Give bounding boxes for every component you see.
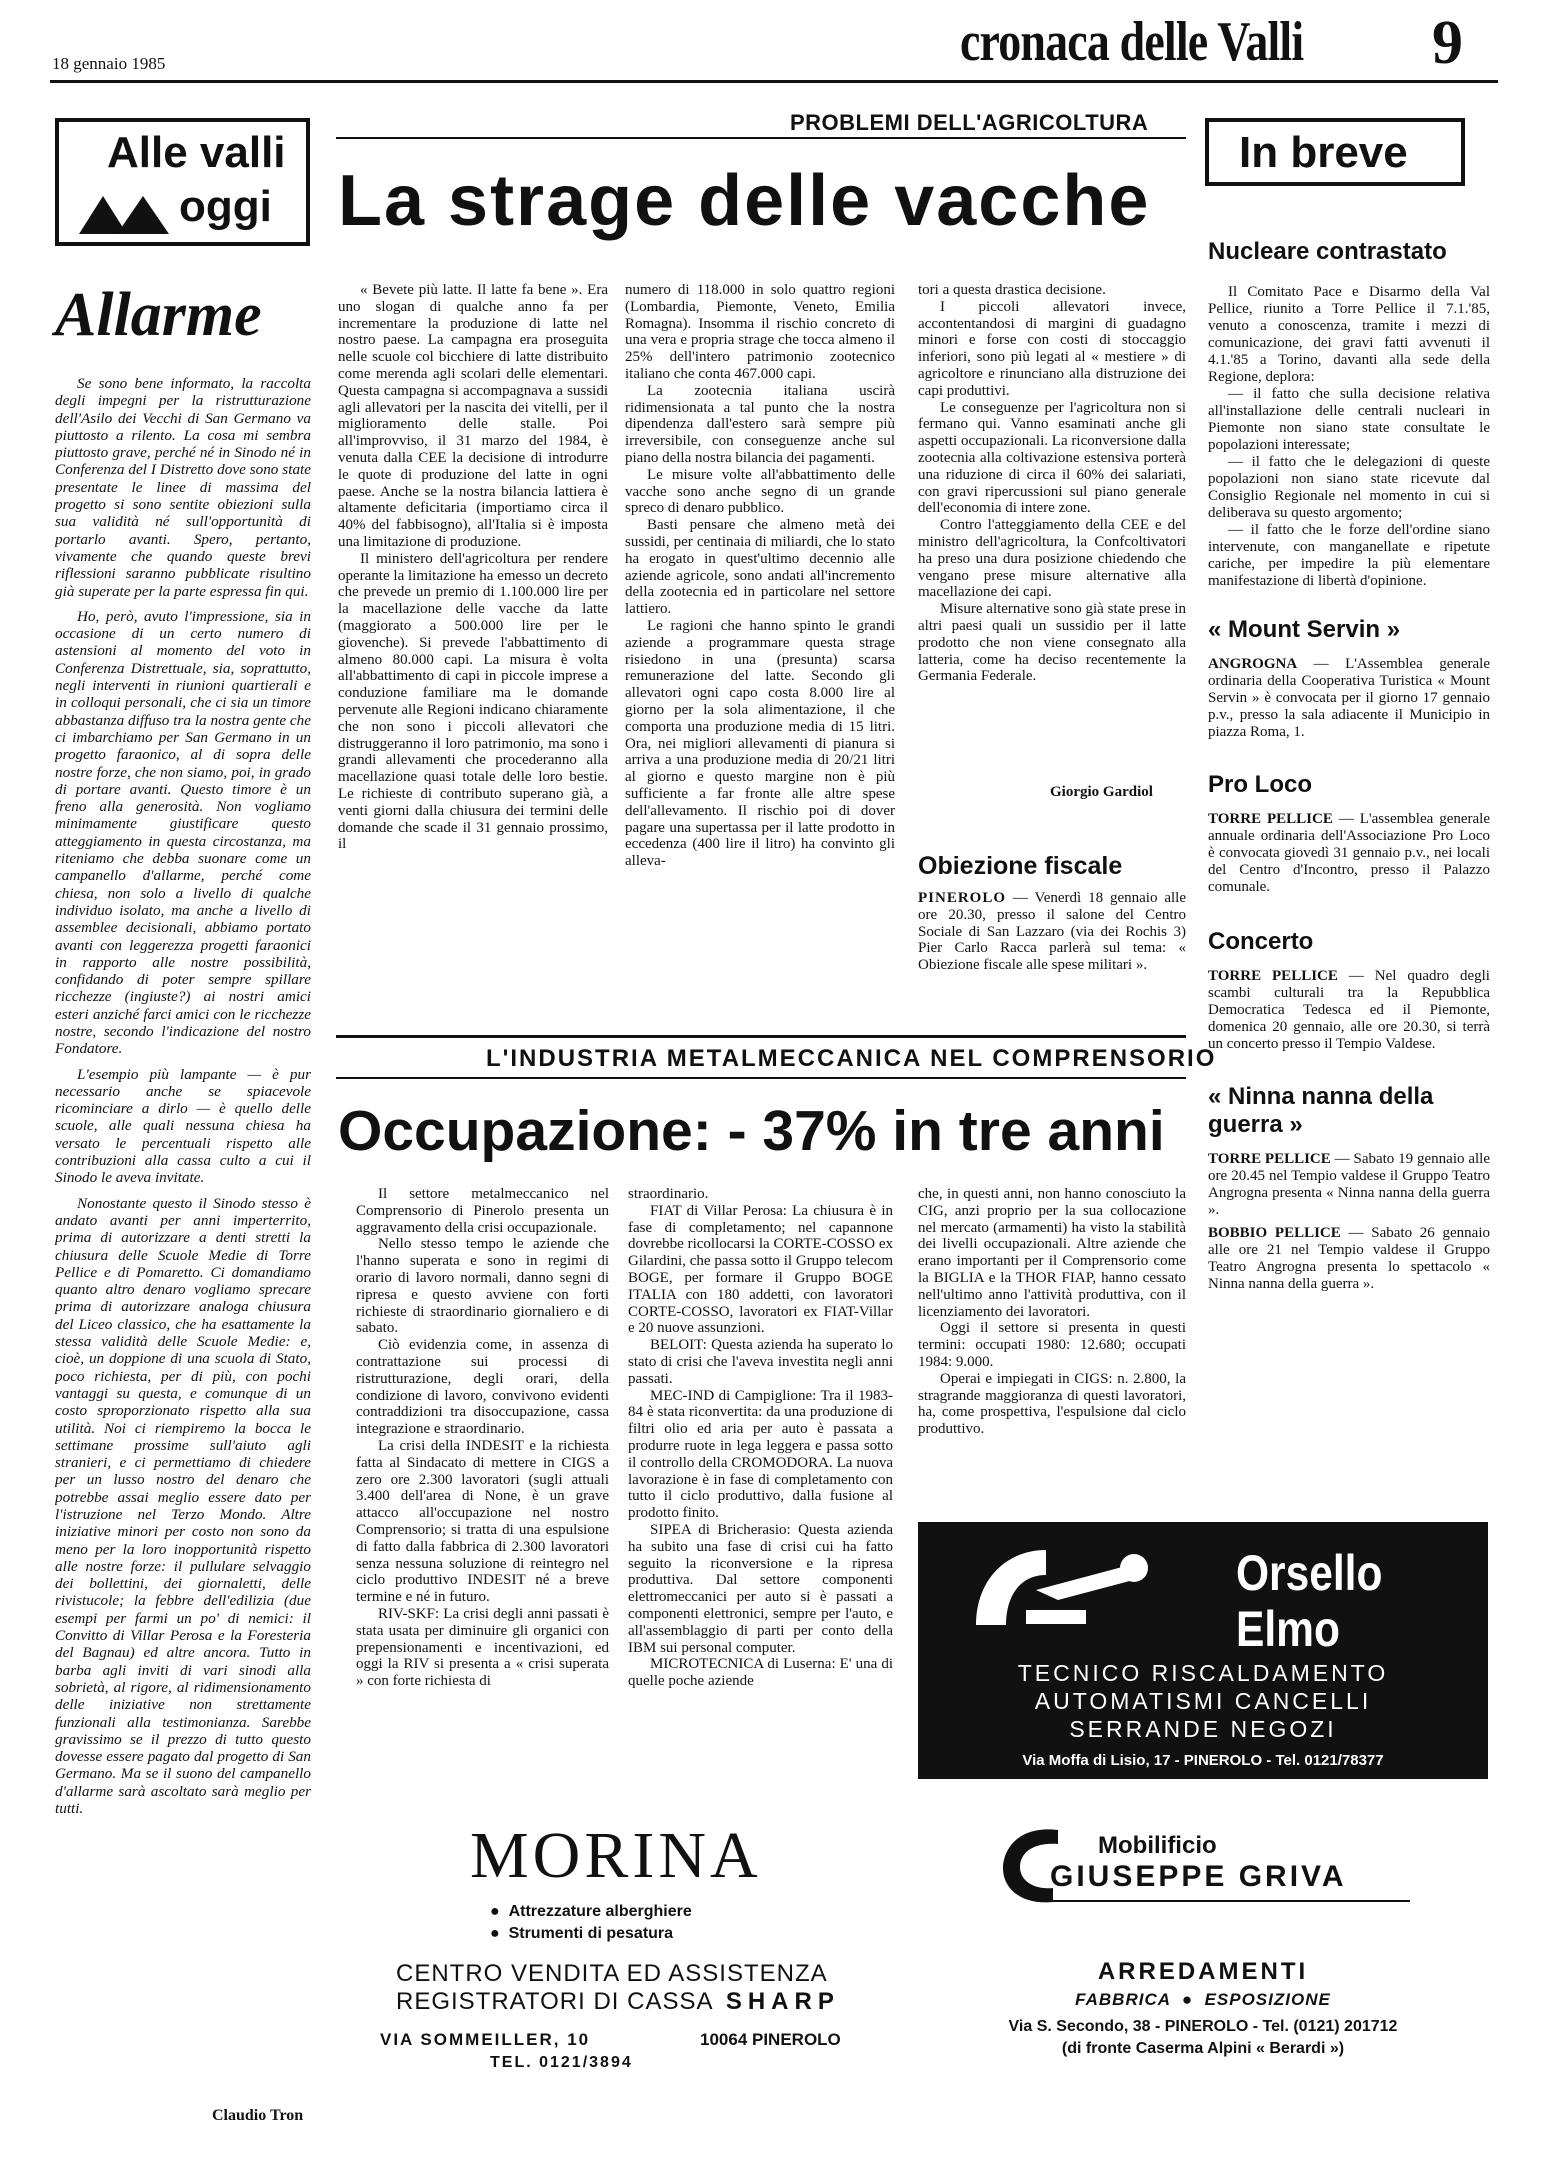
obiezione-title: Obiezione fiscale [918, 852, 1123, 880]
morina-brand: SHARP [725, 1988, 840, 2015]
brief-text: — L'assemblea generale annuale ordinaria dell'Associazione Pro Loco è convocata giovedì 31 gennaio p.v., nei locali del Centro d'Incontro, presso il Palazzo comunale. [1208, 811, 1490, 895]
obiezione-place: PINEROLO [918, 890, 1007, 906]
article2-paragraph: Il settore metalmeccanico nel Comprensorio di Pinerolo presenta un aggravamento della crisi occupazionale. [356, 1186, 609, 1236]
brief-body [1208, 656, 1490, 741]
article1-paragraph: Contro l'atteggiamento della CEE e del ministro dell'agricoltura, la Confcoltivatori ha preso una dura posizione chiedendo che vengano prese misure alternative alla macellazione dei capi. [918, 517, 1186, 601]
griva-rule [1050, 1900, 1410, 1902]
griva-line1: ARREDAMENTI [1097, 1958, 1309, 1985]
article1-rule [336, 137, 1186, 139]
brief-body [1208, 284, 1490, 590]
column-logo-box [55, 118, 310, 246]
article1-author: Giorgio Gardiol [1050, 784, 1153, 800]
article1-col3 [918, 282, 1186, 802]
article1-paragraph: numero di 118.000 in solo quattro regioni (Lombardia, Piemonte, Veneto, Emilia Romagna). Insomma il rischio concreto di una vera e propria strage che tocca almeno il 25% dell'intero patrimonio zootecnico italiano che conta 467.000 capi. [625, 282, 895, 382]
griva-fabbrica-row [918, 1990, 1488, 2010]
brief-place: TORRE PELLICE [1208, 811, 1333, 827]
in-breve-title: In breve [1239, 128, 1408, 177]
ad-orsello [918, 1522, 1488, 1779]
bullet-icon: ● [490, 1925, 509, 1942]
morina-bullet2-row [490, 1925, 673, 1943]
article2-paragraph: Oggi il settore si presenta in questi termini: occupati 1980: 12.680; occupati 1984: 9.000. [918, 1320, 1186, 1370]
article2-paragraph: Nello stesso tempo le aziende che l'hanno superata e sono in regimi di orario di lavoro normali, danno segni di ripresa e questo avviene con forti richieste di straordinario giornaliero e di sabato. [356, 1236, 609, 1337]
article1-paragraph: « Bevete più latte. Il latte fa bene ». Era uno slogan di qualche anno fa per incrementare la produzione di latte nel nostro paese. La campagna era proseguita nelle scuole col bicchiere di latte distribuito come merenda agli scolari delle elementari. Questa campagna si accompagnava a sussidi agli allevatori per la nascita dei vitelli, per il miglioramento delle stalle. Poi all'improvviso, il 31 marzo del 1984, è venuta dalla CEE la decisione di introdurre le quote di produzione del latte in ogni paese. Anche se la nostra bilancia lattiera è altamente deficitaria (importiamo circa il 40% del fabbisogno), all'Italia si è imposta una limitazione di produzione. [338, 282, 608, 550]
article1-paragraph: tori a questa drastica decisione. [918, 282, 1106, 298]
article-divider [336, 1035, 1186, 1038]
brief-text: — Nel quadro degli scambi culturali tra la Repubblica Democratica Tedesca ed il Piemonte, domenica 20 gennaio, alle ore 20.30, si terrà un concerto presso il Tempio Valdese. [1208, 968, 1490, 1052]
article2-paragraph: MICROTECNICA di Luserna: E' una di quelle poche aziende [628, 1656, 893, 1690]
obiezione-body [918, 890, 1186, 1010]
ad-morina [340, 1808, 890, 2093]
morina-city: 10064 PINEROLO [700, 2030, 841, 2049]
editorial-paragraph: Ho, però, avuto l'impressione, sia in occasione di un certo numero di astensioni al momento del voto in Conferenza Distrettuale, sia, soprattutto, negli interventi in riunioni quartierali e in colloqui personali, che ci sia un timore abbastanza diffuso tra la nostra gente che ci imbarchiamo per San Germano in un progetto faraonico, al di sopra delle nostre forze, che non siamo, poi, in grado di portare avanti. Questo timore è un freno alla generosità. Non vogliamo minimamente giustificare questo atteggiamento in questa circostanza, ma riteniamo che debba suonare come un campanello d'allarme, perché come chiesa, non solo a livello di qualche individuo isolato, ma anche a livello di assemblee decisionali, abbiamo portato avanti con leggerezza progetti faraonici in rapporto alle nostre possibilità, confidando di poter sempre spillare ricchezze (ingiuste?) ai nostri amici esteri anziché farci amici con le ricchezze nostre, secondo l'indicazione del nostro Fondatore. [55, 607, 311, 1058]
orsello-line2: AUTOMATISMI CANCELLI [1034, 1688, 1372, 1714]
morina-line2-row [396, 1988, 840, 2016]
article2-paragraph: RIV-SKF: La crisi degli anni passati è stata usata per diminuire gli organici con prepensionamenti e incentivazioni, ed oggi la RIV si presenta a « crisi superata » con forte richiesta di [356, 1605, 609, 1690]
editorial-paragraph: Se sono bene informato, la raccolta degli impegni per la ristrutturazione dell'Asilo dei Vecchi di San Germano va piuttosto a rilento. La cosa mi sembra piuttosto grave, perché né in Sinodo né in Conferenza del I Distretto dove sono state presentate le linee di massima del progetto si sono sentite obiezioni sulla sua validità né sull'opportunità di portarlo avanti. Spero, pertanto, vivamente che quando queste brevi riflessioni saranno pubblicate risultino già superate per la parte espressa fin qui. [55, 375, 311, 600]
griva-esposizione: ESPOSIZIONE [1204, 1990, 1331, 2009]
brief-title: « Mount Servin » [1208, 616, 1401, 643]
masthead-date: 18 gennaio 1985 [52, 54, 166, 73]
section-title: cronaca delle Valli [960, 11, 1304, 73]
article1-paragraph: I piccoli allevatori invece, accontentandosi di margini di guadagno minori e forse con costi di stoccaggio inferiori, sono più legati al « mestiere » di agricoltore e rinunciano alla distruzione dei capi produttivi. [918, 298, 1186, 399]
orsello-name2: Elmo [1236, 1601, 1340, 1657]
griva-pre: Mobilificio [1098, 1832, 1217, 1859]
morina-bullet1: Attrezzature alberghiere [508, 1903, 692, 1920]
orsello-address: Via Moffa di Lisio, 17 - PINEROLO - Tel. 0121/78377 [1022, 1752, 1384, 1769]
article2-col1 [356, 1186, 609, 1786]
editorial-paragraph: L'esempio più lampante — è pur necessario anche se spiacevole ricominciare a dirlo — è quello delle scuole, alle quali nessuna chiesa ha versato le percentuali rispetto alle contribuzioni alla cassa culto a cui il Sinodo le aveva invitate. [55, 1065, 311, 1187]
brief-paragraph: Il Comitato Pace e Disarmo della Val Pellice, riunito a Torre Pellice il 7.1.'85, venuto a conoscenza, tramite i mezzi di comunicazione, dei gravi fatti avvenuti il 4.1.'85 a Torino, davanti alla sede della Regione, deplora: [1208, 284, 1490, 385]
griva-address: Via S. Secondo, 38 - PINEROLO - Tel. (0121) 201712 [1008, 2018, 1398, 2035]
morina-name: MORINA [470, 1819, 762, 1892]
masthead-rule [50, 80, 1498, 83]
page-number: 9 [1432, 9, 1463, 77]
orsello-logo-icon [966, 1540, 1156, 1640]
editorial-title: Allarme [55, 281, 262, 349]
article1-paragraph: Basti pensare che almeno metà dei sussidi, per centinaia di miliardi, che lo stato ha erogato in quest'ultimo decennio alle aziende agricole, sono andati all'incremento della zootecnia ed in particolare nel settore lattiero. [625, 517, 895, 618]
brief-body [1208, 968, 1490, 1053]
article2-paragraph: Ciò evidenzia come, in assenza di contrattazione sui processi di ristrutturazione, degli orari, della condizione di lavoro, convivono evidenti contraddizioni tra disoccupazione, cassa integrazione e straordinario. [356, 1337, 609, 1438]
brief-paragraph: — il fatto che le forze dell'ordine siano intervenute, con manganellate e ripetute cariche, per impedire la più elementare manifestazione di libertà d'opinione. [1208, 522, 1490, 589]
orsello-name1: Orsello [1236, 1545, 1383, 1601]
griva-name: GIUSEPPE GRIVA [1050, 1860, 1347, 1893]
brief-title: Nucleare contrastato [1208, 238, 1447, 265]
orsello-line1: TECNICO RISCALDAMENTO [1017, 1660, 1389, 1686]
morina-bullet2: Strumenti di pesatura [508, 1925, 674, 1942]
brief-title: « Ninna nanna della guerra » [1208, 1083, 1434, 1138]
editorial-body [55, 375, 311, 2095]
article2-col3 [918, 1186, 1186, 1516]
bullet-icon: ● [490, 1903, 509, 1920]
article2-kicker: L'INDUSTRIA METALMECCANICA NEL COMPRENSORIO [486, 1045, 1217, 1072]
brief-text: — Sabato 19 gennaio alle ore 20.45 nel Tempio valdese il Gruppo Teatro Angrogna presenta « Ninna nanna della guerra ». [1208, 1151, 1490, 1218]
article2-paragraph: SIPEA di Bricherasio: Questa azienda ha subito una fase di crisi cui ha fatto seguito la riconversione e la ripresa produttiva. Dal settore componenti elettromeccanici per auto si è passati a componenti elettronici, sempre per l'auto, e all'assemblaggio di parti per conto della IBM sui personal computer. [628, 1521, 893, 1656]
brief-text: — Sabato 26 gennaio alle ore 21 nel Tempio valdese il Gruppo Teatro Angrogna presenta lo spettacolo « Ninna nanna della guerra ». [1208, 1225, 1490, 1292]
brief-body [1208, 1151, 1490, 1293]
article1-paragraph: Le conseguenze per l'agricoltura non si fermano qui. Vanno esaminati anche gli aspetti occupazionali. La riconversione dalla zootecnia alla coltivazione estensiva porterà una riduzione di circa il 60% dei salariati, con gravi ripercussioni sul piano generale dell'economia di intere zone. [918, 399, 1186, 517]
morina-line2: REGISTRATORI DI CASSA [396, 1988, 713, 2015]
morina-street: VIA SOMMEILLER, 10 [380, 2030, 591, 2049]
brief-paragraph: — il fatto che sulla decisione relativa all'installazione delle centrali nucleari in Piemonte non siano state consultate le popolazioni interessate; [1208, 386, 1490, 453]
article1-paragraph: Le ragioni che hanno spinto le grandi aziende a programmare questa strage risiedono in una (presunta) scarsa remunerazione del latte. Secondo gli allevatori ogni capo costa 8.000 lire al giorno per la sola alimentazione, il che comporta una produzione media di 15 litri. Ora, nei migliori allevamenti di pianura si arriva a una produzione media di 20/21 litri al giorno e questo margine non è più sufficiente a far fronte alle altre spese dell'allevamento. Il rischio poi di dover pagare una supertassa per il latte prodotto in eccedenza (400 lire il litro) ha convinto gli alleva- [625, 617, 895, 870]
article2-paragraph: straordinario. [628, 1186, 709, 1202]
article1-col1 [338, 282, 608, 1002]
article1-col2 [625, 282, 895, 1002]
article2-rule [336, 1077, 1186, 1079]
in-breve-column [1208, 238, 1490, 1523]
article1-paragraph: La zootecnia italiana uscirà ridimensionata a tal punto che la nostra dipendenza dall'estero sarà sempre più irreversibile, con conseguenze anche sul piano della nostra bilancia dei pagamenti. [625, 382, 895, 466]
article2-headline: Occupazione: - 37% in tre anni [338, 1099, 1165, 1163]
article1-kicker: PROBLEMI DELL'AGRICOLTURA [790, 110, 1149, 135]
ad-griva [918, 1808, 1488, 2093]
griva-note: (di fronte Caserma Alpini « Berardi ») [1061, 2040, 1345, 2057]
morina-tel: TEL. 0121/3894 [490, 2054, 633, 2071]
brief-place: TORRE PELLICE [1208, 1151, 1331, 1167]
article1-paragraph: Le misure volte all'abbattimento delle vacche sono anche segno di un grande spreco di denaro pubblico. [625, 466, 895, 517]
article2-paragraph: MEC-IND di Campiglione: Tra il 1983-84 è stata riconvertita: da una produzione di filtri olio ed aria per auto è passata a produrre ruote in lega leggera e passa sotto il controllo della CROMODORA. La nuova lavorazione è in fase di completamento con tutto il ciclo produttivo, dalla fusione al prodotto finito. [628, 1387, 893, 1522]
in-breve-box [1205, 118, 1465, 186]
brief-place: TORRE PELLICE [1208, 968, 1338, 984]
morina-bullet1-row [490, 1903, 692, 1921]
mountains-icon [79, 192, 169, 236]
bullet-icon: ● [1176, 1990, 1199, 2009]
brief-body [1208, 811, 1490, 896]
brief-title: Pro Loco [1208, 771, 1313, 798]
article2-paragraph: BELOIT: Questa azienda ha superato lo stato di crisi che l'aveva investita negli anni passati. [628, 1337, 893, 1387]
griva-fabbrica: FABBRICA [1075, 1990, 1171, 2009]
article2-col2 [628, 1186, 893, 1786]
article2-paragraph: che, in questi anni, non hanno conosciuto la CIG, anzi proprio per la sua collocazione nel mercato (armamenti) ha visto la stabilità dei livelli occupazionali. Altre aziende che erano importanti per il Comprensorio come la BIGLIA e la THOR FIAP, hanno cessato nell'ultimo anno l'attività produttiva, con il licenziamento dei lavoratori. [918, 1186, 1186, 1320]
brief-place: BOBBIO PELLICE [1208, 1225, 1341, 1241]
morina-line1: CENTRO VENDITA ED ASSISTENZA [396, 1960, 828, 1987]
brief-text: — L'Assemblea generale ordinaria della Cooperativa Turistica « Mount Servin » è convocata per il giorno 17 gennaio p.v., presso la sala adiacente il Municipio in piazza Roma, 1. [1208, 656, 1490, 740]
orsello-line3: SERRANDE NEGOZI [1069, 1716, 1337, 1742]
obiezione-text: — Venerdì 18 gennaio alle ore 20.30, presso il salone del Centro Sociale di San Lazzaro (via dei Rochis 3) Pier Carlo Racca parlerà sul tema: « Obiezione fiscale alle spese militari ». [918, 890, 1186, 974]
article1-paragraph: Misure alternative sono già state prese in altri paesi quali un sussidio per il latte prodotto che non viene consegnato alla latteria, come ha deciso recentemente la Germania Federale. [918, 601, 1186, 685]
article2-paragraph: FIAT di Villar Perosa: La chiusura è in fase di completamento; nel capannone dovrebbe ricollocarsi la CORTE-COSSO ex Gilardini, che passa sotto il Gruppo telecom BOGE, per formare il Gruppo BOGE ITALIA con 180 addetti, con lavoratori CORTE-COSSO, lavoratori ex FIAT-Villar e 20 nuove assunzioni. [628, 1202, 893, 1337]
editorial-author: Claudio Tron [212, 2107, 304, 2124]
masthead-section [960, 10, 1303, 74]
article1-paragraph: Il ministero dell'agricoltura per rendere operante la limitazione ha emesso un decreto che prevede un premio di 1.100.000 lire per la macellazione delle vacche da latte (maggiorato a 500.000 lire per le giovenche). Si prevede l'abbattimento di almeno 80.000 capi. La misura è volta all'abbattimento di capi in piccole imprese a conduzione familiare ma le domande pervenute alle Regioni indicano chiaramente che non sono i piccoli allevatori che distruggeranno il loro patrimonio, ma sono i grandi allevamenti che procederanno alla macellazione quasi totale delle loro bestie. Le richieste di contributo superano già, a venti giorni dalla chiusura dei termini delle domande che scade il 31 gennaio prossimo, il [338, 550, 608, 853]
article2-paragraph: La crisi della INDESIT e la richiesta fatta al Sindacato di mettere in CIGS a zero ore 2.300 lavoratori (sugli attuali 3.400 dell'area di None, è un grave attacco all'occupazione nel nostro Comprensorio; si tratta di una espulsione di fatto dalla fabbrica di 2.300 lavoratori senza nessuna soluzione di reintegro nel ciclo produttivo INDESIT né a breve termine e né in futuro. [356, 1437, 609, 1606]
article1-headline: La strage delle vacche [338, 161, 1151, 241]
brief-place: ANGROGNA [1208, 656, 1298, 672]
article2-paragraph: Operai e impiegati in CIGS: n. 2.800, la stragrande maggioranza di questi lavoratori, ha, come prospettiva, l'espulsione dal ciclo produttivo. [918, 1370, 1186, 1438]
editorial-paragraph: Nonostante questo il Sinodo stesso è andato avanti per anni imperterrito, prima di autorizzare a denti stretti la chiusura delle Scuole Medie di Torre Pellice e di Pomaretto. Ci domandiamo quanto altro denaro vogliamo sprecare prima di autorizzare analoga chiusura del Liceo classico, che ha esattamente la stessa validità delle Scuole Medie: e, cioè, un doppione di una scuola di Stato, poco richiesta, per di più, con pochi vantaggi su questa, e comunque di un costo sproporzionato rispetto alla sua utilità. Noi ci riempiremo la bocca le settimane prossime sull'aiuto agli stranieri, e ci permettiamo di chiedere per un lusso nostro del denaro che potrebbe assai meglio essere dato per l'istruzione nel Terzo Mondo. Altre iniziative minori per costo non sono da meno per la loro inopportunità rispetto alle nostre forze: il pullulare selvaggio dei bollettini, dei giornaletti, delle rivistucole; la febbre dell'edilizia (due esempi per farmi un po' di nemici: il Convitto di Villar Perosa e la Foresteria del Bagnau) ed altre ancora. Tutto in barba agli inviti di vari sinodi alla sobrietà, al rigore, al ridimensionamento delle iniziative non strettamente funzionali alla testimonianza. Sarebbe gravissimo se il prezzo di tutto questo dovesse essere pagato dal progetto di San Germano. Ma se il suono del campanello d'allarme sarà ascoltato sarà meglio per tutti. [55, 1194, 311, 1818]
brief-paragraph: — il fatto che le delegazioni di queste popolazioni non siano state ricevute dal Consiglio Regionale nel momento in cui si deliberava su questo argomento; [1208, 454, 1490, 521]
column-logo-line1: Alle valli [107, 128, 286, 177]
brief-title: Concerto [1208, 928, 1314, 955]
column-logo-line2: oggi [179, 182, 272, 231]
